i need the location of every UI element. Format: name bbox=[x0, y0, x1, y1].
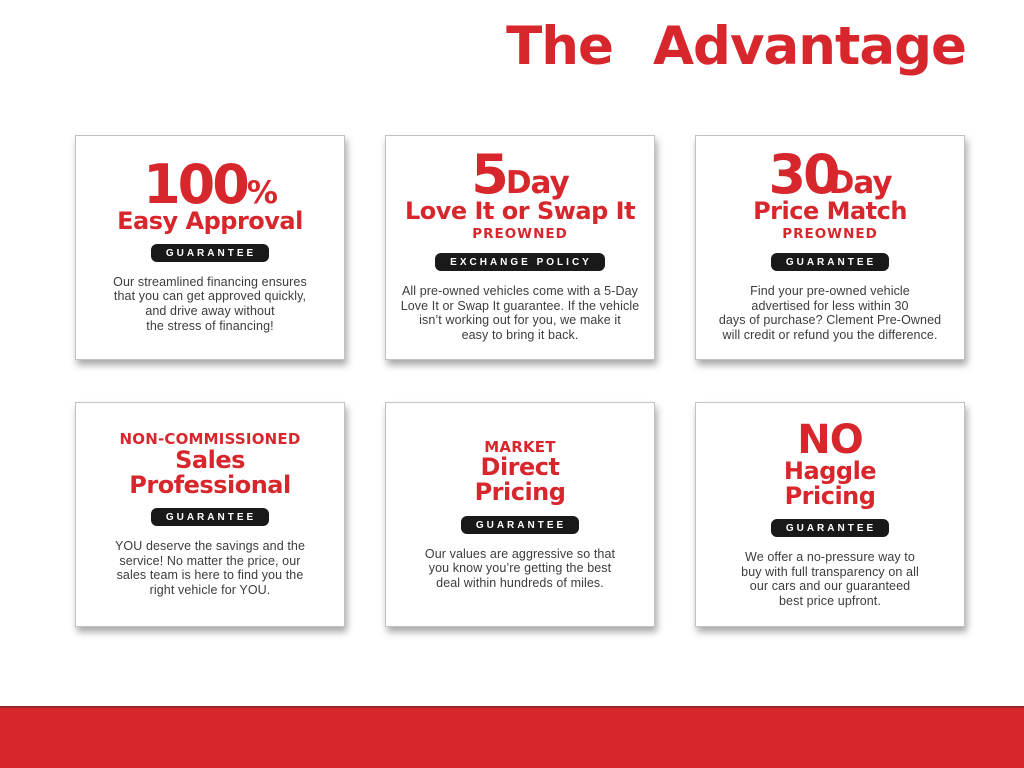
headline-big-number: 5 bbox=[471, 143, 506, 207]
card-sales-professional bbox=[75, 402, 345, 627]
body-line: you know you’re getting the best bbox=[428, 561, 612, 576]
card-no-haggle-pricing bbox=[695, 402, 965, 627]
page-title bbox=[506, 16, 966, 77]
headline-suffix: Day bbox=[828, 165, 892, 202]
body-line: right vehicle for YOU. bbox=[149, 583, 271, 598]
body-line: our cars and our guaranteed bbox=[749, 579, 911, 594]
card-headline bbox=[471, 143, 569, 207]
page-title-word-the: The bbox=[506, 16, 613, 77]
body-line: will credit or refund you the difference. bbox=[722, 327, 938, 342]
card-description bbox=[719, 284, 941, 343]
body-line: and drive away without bbox=[145, 304, 275, 319]
body-line: buy with full transparency on all bbox=[741, 564, 919, 579]
card-title: Sales bbox=[175, 445, 245, 474]
card-title: Professional bbox=[129, 471, 291, 499]
body-line: YOU deserve the savings and the bbox=[114, 539, 305, 554]
body-line: best price upfront. bbox=[779, 593, 881, 608]
card-subtitle: PREOWNED bbox=[782, 225, 878, 242]
card-title: Pricing bbox=[784, 481, 876, 510]
guarantee-badge: GUARANTEE bbox=[151, 244, 269, 262]
card-title: Price Match bbox=[753, 197, 907, 226]
body-line: service! No matter the price, our bbox=[119, 553, 301, 568]
headline-suffix: Day bbox=[505, 165, 569, 202]
headline-big-number: 30 bbox=[768, 143, 838, 207]
body-line: easy to bring it back. bbox=[461, 327, 579, 342]
card-title: Direct bbox=[480, 453, 560, 482]
card-subtitle: PREOWNED bbox=[472, 225, 568, 242]
card-title: Easy Approval bbox=[117, 206, 303, 235]
exchange-policy-badge: EXCHANGE POLICY bbox=[435, 253, 605, 271]
page-title-word-advantage: Advantage bbox=[653, 16, 966, 77]
headline-big-word: NO bbox=[797, 416, 863, 463]
card-headline bbox=[768, 143, 892, 207]
body-line: days of purchase? Clement Pre-Owned bbox=[718, 313, 942, 328]
headline-suffix: % bbox=[246, 174, 277, 211]
guarantee-badge: GUARANTEE bbox=[771, 253, 889, 271]
card-description bbox=[115, 539, 305, 598]
card-title: Haggle bbox=[783, 456, 877, 485]
card-description bbox=[401, 284, 640, 343]
body-line: Our streamlined financing ensures bbox=[113, 274, 307, 289]
card-kicker: MARKET bbox=[484, 437, 556, 456]
body-line: deal within hundreds of miles. bbox=[436, 575, 604, 590]
body-line: We offer a no-pressure way to bbox=[745, 549, 915, 564]
headline-big-number: 100 bbox=[143, 152, 247, 216]
guarantee-badge: GUARANTEE bbox=[771, 519, 889, 537]
footer-accent-bar bbox=[0, 706, 1024, 768]
body-line: that you can get approved quickly, bbox=[113, 289, 307, 304]
card-description bbox=[741, 550, 919, 609]
body-line: sales team is here to find you the bbox=[116, 568, 304, 583]
card-description bbox=[425, 547, 615, 591]
advantage-card-grid bbox=[75, 135, 965, 627]
card-love-it-or-swap-it bbox=[385, 135, 655, 360]
card-kicker: NON-COMMISSIONED bbox=[119, 430, 301, 449]
body-line: Our values are aggressive so that bbox=[424, 546, 616, 561]
card-price-match bbox=[695, 135, 965, 360]
body-line: All pre-owned vehicles come with a 5-Day bbox=[401, 284, 639, 299]
card-description bbox=[113, 275, 307, 334]
body-line: advertised for less within 30 bbox=[751, 298, 909, 313]
guarantee-badge: GUARANTEE bbox=[461, 516, 579, 534]
card-title: Love It or Swap It bbox=[404, 197, 636, 226]
card-headline bbox=[143, 152, 277, 216]
body-line: Find your pre-owned vehicle bbox=[750, 284, 910, 299]
body-line: isn’t working out for you, we make it bbox=[419, 313, 621, 328]
card-market-direct-pricing bbox=[385, 402, 655, 627]
body-line: Love It or Swap It guarantee. If the vehicle bbox=[400, 298, 640, 313]
body-line: the stress of financing! bbox=[146, 318, 274, 333]
card-title: Pricing bbox=[474, 478, 566, 507]
card-easy-approval bbox=[75, 135, 345, 360]
guarantee-badge: GUARANTEE bbox=[151, 508, 269, 526]
